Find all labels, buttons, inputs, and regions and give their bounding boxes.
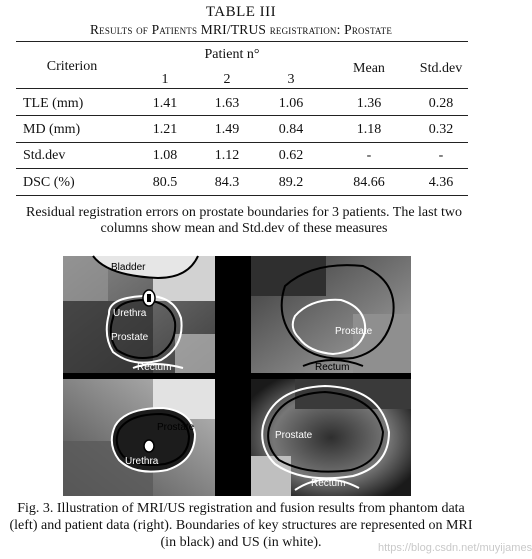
row-value-mean: 1.36 (356, 96, 382, 111)
row-value-p2: 84.3 (214, 175, 240, 190)
table-bottom-rule (16, 195, 468, 196)
row-criterion: MD (mm) (23, 122, 81, 137)
table-header-rule (16, 88, 468, 89)
row-value-p1: 80.5 (152, 175, 178, 190)
phantom-panel-bottom (63, 379, 215, 496)
header-std: Std.dev (419, 61, 463, 76)
row-value-mean: - (366, 148, 372, 163)
table-number: TABLE III (205, 4, 277, 20)
header-criterion: Criterion (46, 59, 98, 74)
row-value-p1: 1.08 (152, 148, 178, 163)
label-rectum-top-left: Rectum (137, 362, 172, 373)
row-value-std: 4.36 (428, 175, 454, 190)
row-criterion: TLE (mm) (23, 96, 84, 111)
row-value-std: 0.32 (428, 122, 454, 137)
row-value-p3: 89.2 (278, 175, 304, 190)
row-value-p1: 1.41 (152, 96, 178, 111)
row-value-p2: 1.63 (214, 96, 240, 111)
row-value-std: - (438, 148, 444, 163)
header-patient-2: 2 (223, 72, 231, 87)
row-value-p1: 1.21 (152, 122, 178, 137)
row-value-p3: 0.84 (278, 122, 304, 137)
figure-image (63, 256, 411, 496)
row-value-mean: 84.66 (353, 175, 385, 190)
table-row-rule (16, 142, 468, 143)
label-prostate-bottom-left: Prostate (157, 422, 195, 433)
label-bladder: Bladder (111, 262, 146, 273)
header-mean: Mean (353, 61, 385, 76)
row-value-p3: 1.06 (278, 96, 304, 111)
table-row-rule (16, 115, 468, 116)
label-prostate-top-left: Prostate (111, 332, 149, 343)
row-value-p3: 0.62 (278, 148, 304, 163)
label-urethra-bottom-left: Urethra (125, 456, 159, 467)
header-patient-3: 3 (287, 72, 295, 87)
patient-panel-top (251, 256, 411, 373)
label-rectum-bottom-right: Rectum (311, 478, 346, 489)
row-value-mean: 1.18 (356, 122, 382, 137)
row-criterion: Std.dev (23, 148, 66, 163)
watermark: https://blog.csdn.net/muyijames (378, 542, 532, 554)
table-top-rule (16, 41, 468, 42)
table-row-rule (16, 168, 468, 169)
header-patient-group: Patient n° (204, 47, 260, 62)
table-note: Residual registration errors on prostate boundaries for 3 patients. The last two columns show mean and Std.dev of these measures (26, 205, 462, 236)
figure-caption: Fig. 3. Illustration of MRI/US registration and fusion results from phantom data (left) and patient data (right). Boundaries of key structures are represented on MRI (in black) and US (in white). (9, 501, 473, 550)
row-criterion: DSC (%) (23, 175, 75, 190)
header-patient-1: 1 (161, 72, 169, 87)
row-value-std: 0.28 (428, 96, 454, 111)
row-value-p2: 1.49 (214, 122, 240, 137)
label-prostate-bottom-right: Prostate (275, 430, 313, 441)
label-rectum-top-right: Rectum (315, 362, 350, 373)
label-prostate-top-right: Prostate (335, 326, 373, 337)
table-caption: Results of Patients MRI/TRUS registration: Prostate (89, 22, 393, 37)
label-urethra-top: Urethra (113, 308, 147, 319)
row-value-p2: 1.12 (214, 148, 240, 163)
